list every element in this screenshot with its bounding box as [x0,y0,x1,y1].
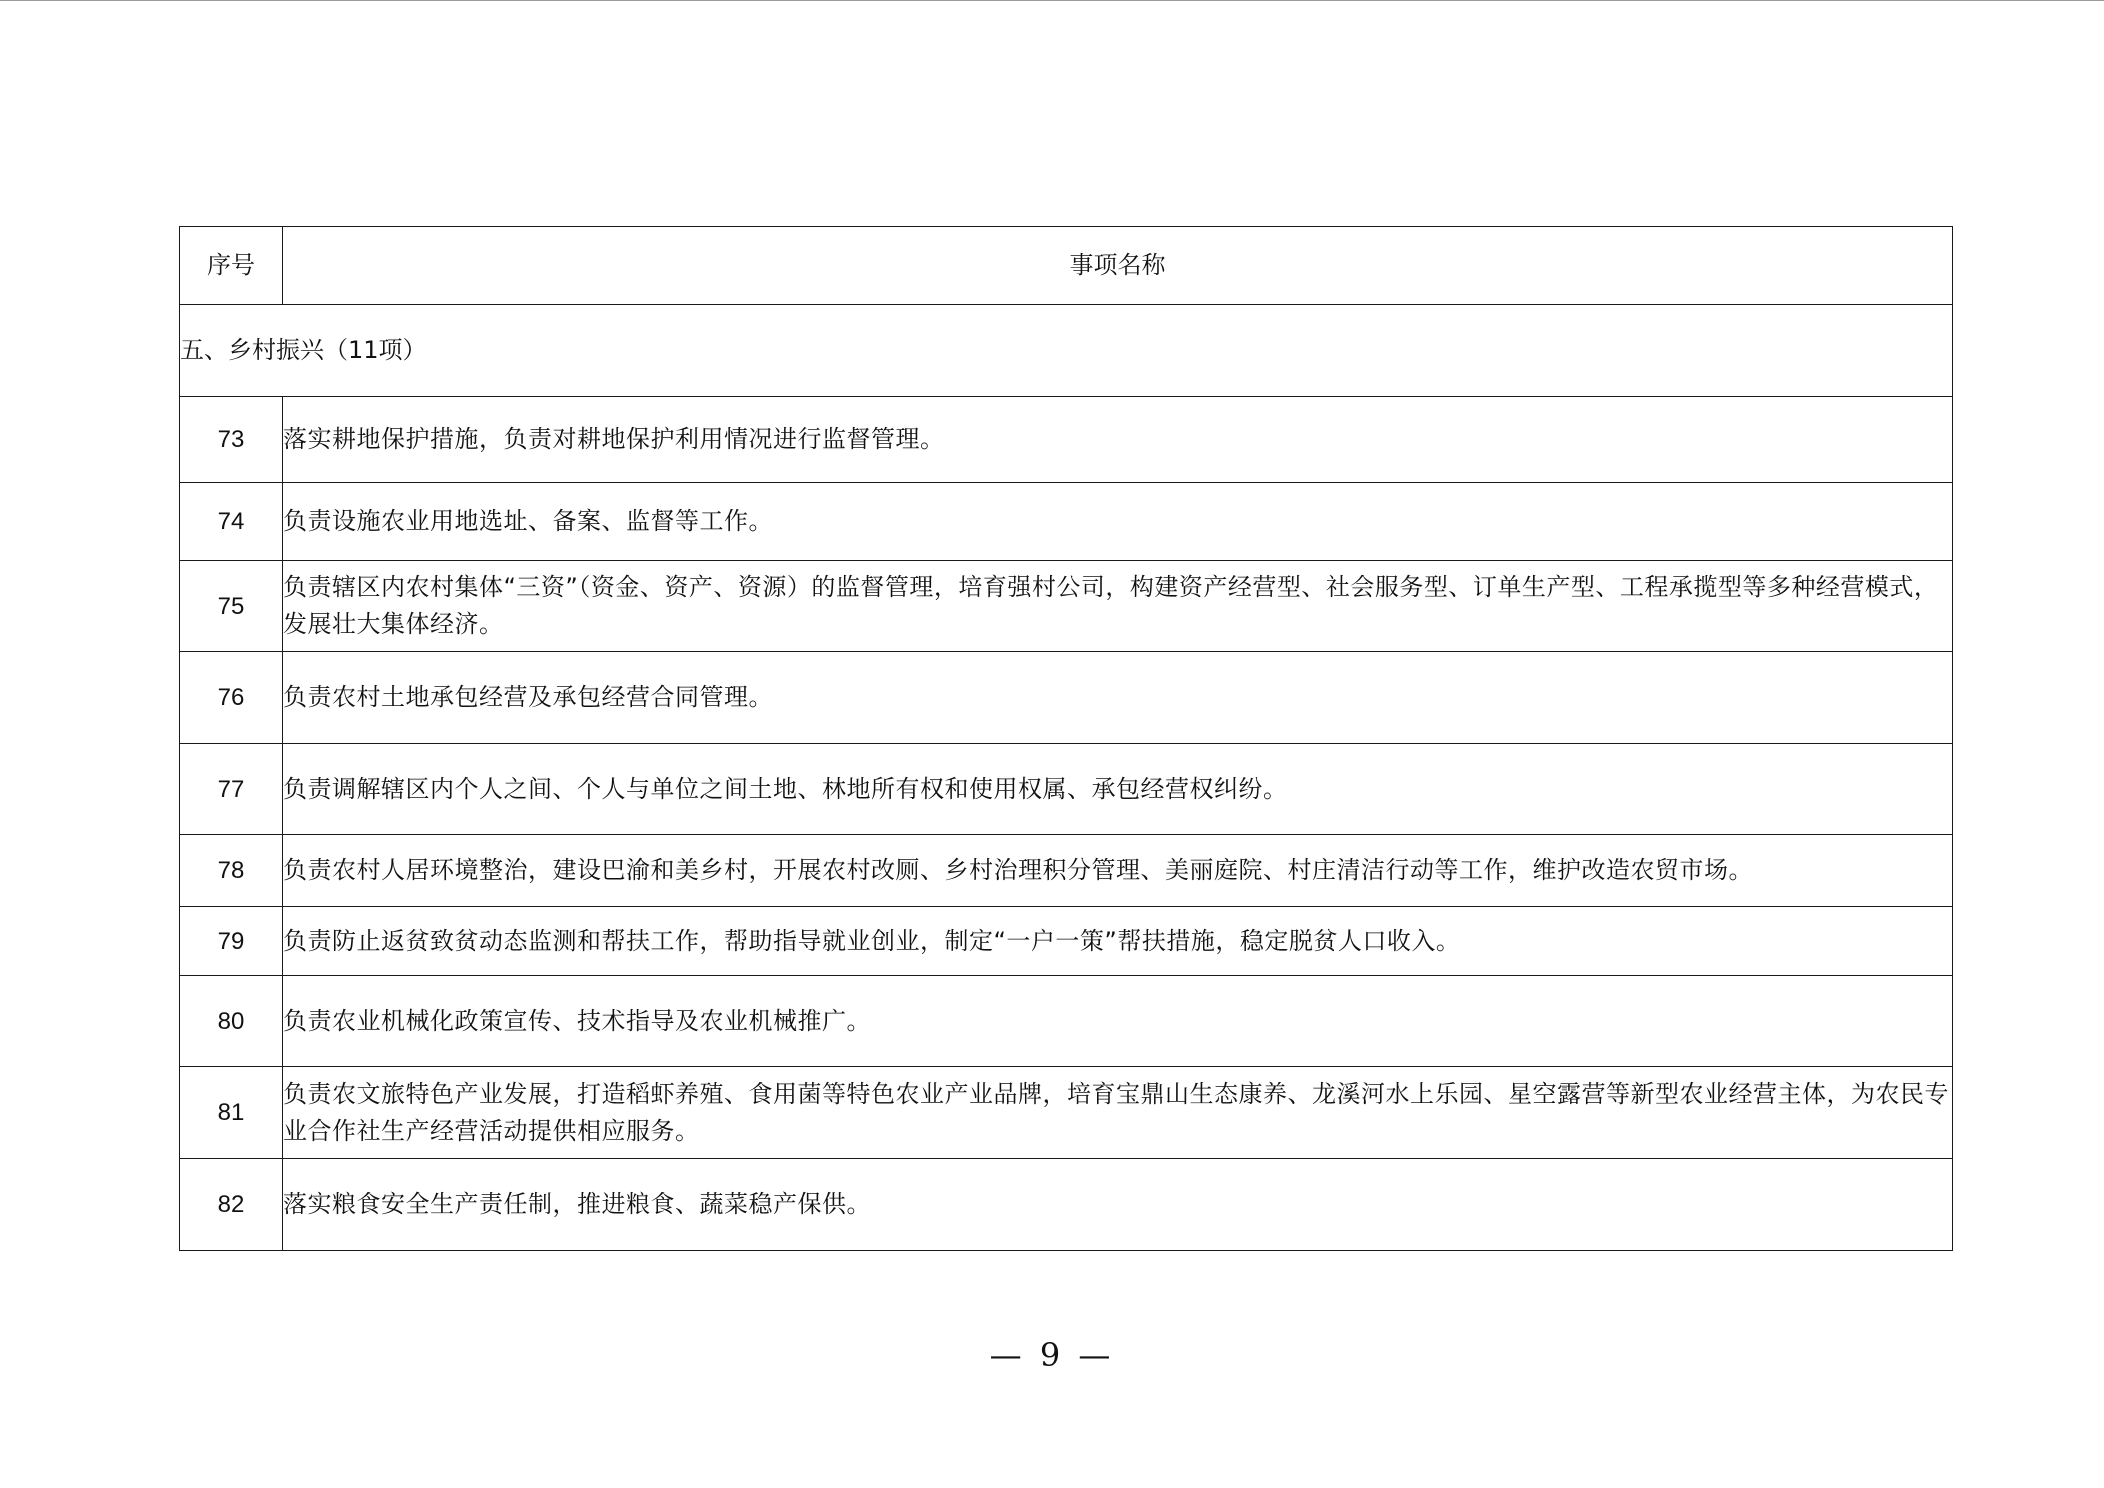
row-number: 80 [180,976,283,1067]
row-number: 78 [180,835,283,907]
table-row [180,483,1953,561]
page-top-border [0,0,2104,1]
row-number: 76 [180,652,283,744]
table-row [180,976,1953,1067]
row-number: 75 [180,561,283,652]
table-row [180,835,1953,907]
row-text: 负责辖区内农村集体“三资”（资金、资产、资源）的监督管理，培育强村公司，构建资产经营型、社会服务型、订单生产型、工程承揽型等多种经营模式，发展壮大集体经济。 [283,561,1953,652]
table-row [180,652,1953,744]
row-number: 82 [180,1159,283,1251]
table-row [180,1067,1953,1159]
header-serial-number: 序号 [180,227,283,305]
table-row [180,907,1953,976]
row-text: 负责农村人居环境整治，建设巴渝和美乡村，开展农村改厕、乡村治理积分管理、美丽庭院、村庄清洁行动等工作，维护改造农贸市场。 [283,835,1953,907]
table-row [180,744,1953,835]
section-row [180,305,1953,397]
matters-table [179,226,1953,1251]
row-number: 81 [180,1067,283,1159]
row-number: 74 [180,483,283,561]
row-text: 负责设施农业用地选址、备案、监督等工作。 [283,483,1953,561]
header-matter-name: 事项名称 [283,227,1953,305]
table-row [180,1159,1953,1251]
section-title: 五、乡村振兴（11项） [180,305,1953,397]
table-row [180,561,1953,652]
table-header-row [180,227,1953,305]
row-text: 负责防止返贫致贫动态监测和帮扶工作，帮助指导就业创业，制定“一户一策”帮扶措施，稳定脱贫人口收入。 [283,907,1953,976]
row-text: 负责农业机械化政策宣传、技术指导及农业机械推广。 [283,976,1953,1067]
row-text: 落实粮食安全生产责任制，推进粮食、蔬菜稳产保供。 [283,1159,1953,1251]
row-text: 负责农文旅特色产业发展，打造稻虾养殖、食用菌等特色农业产业品牌，培育宝鼎山生态康养、龙溪河水上乐园、星空露营等新型农业经营主体，为农民专业合作社生产经营活动提供相应服务。 [283,1067,1953,1159]
row-text: 负责调解辖区内个人之间、个人与单位之间土地、林地所有权和使用权属、承包经营权纠纷。 [283,744,1953,835]
page-number: — 9 — [989,1336,1115,1374]
row-text: 负责农村土地承包经营及承包经营合同管理。 [283,652,1953,744]
row-text: 落实耕地保护措施，负责对耕地保护利用情况进行监督管理。 [283,397,1953,483]
row-number: 77 [180,744,283,835]
row-number: 79 [180,907,283,976]
table-row [180,397,1953,483]
row-number: 73 [180,397,283,483]
